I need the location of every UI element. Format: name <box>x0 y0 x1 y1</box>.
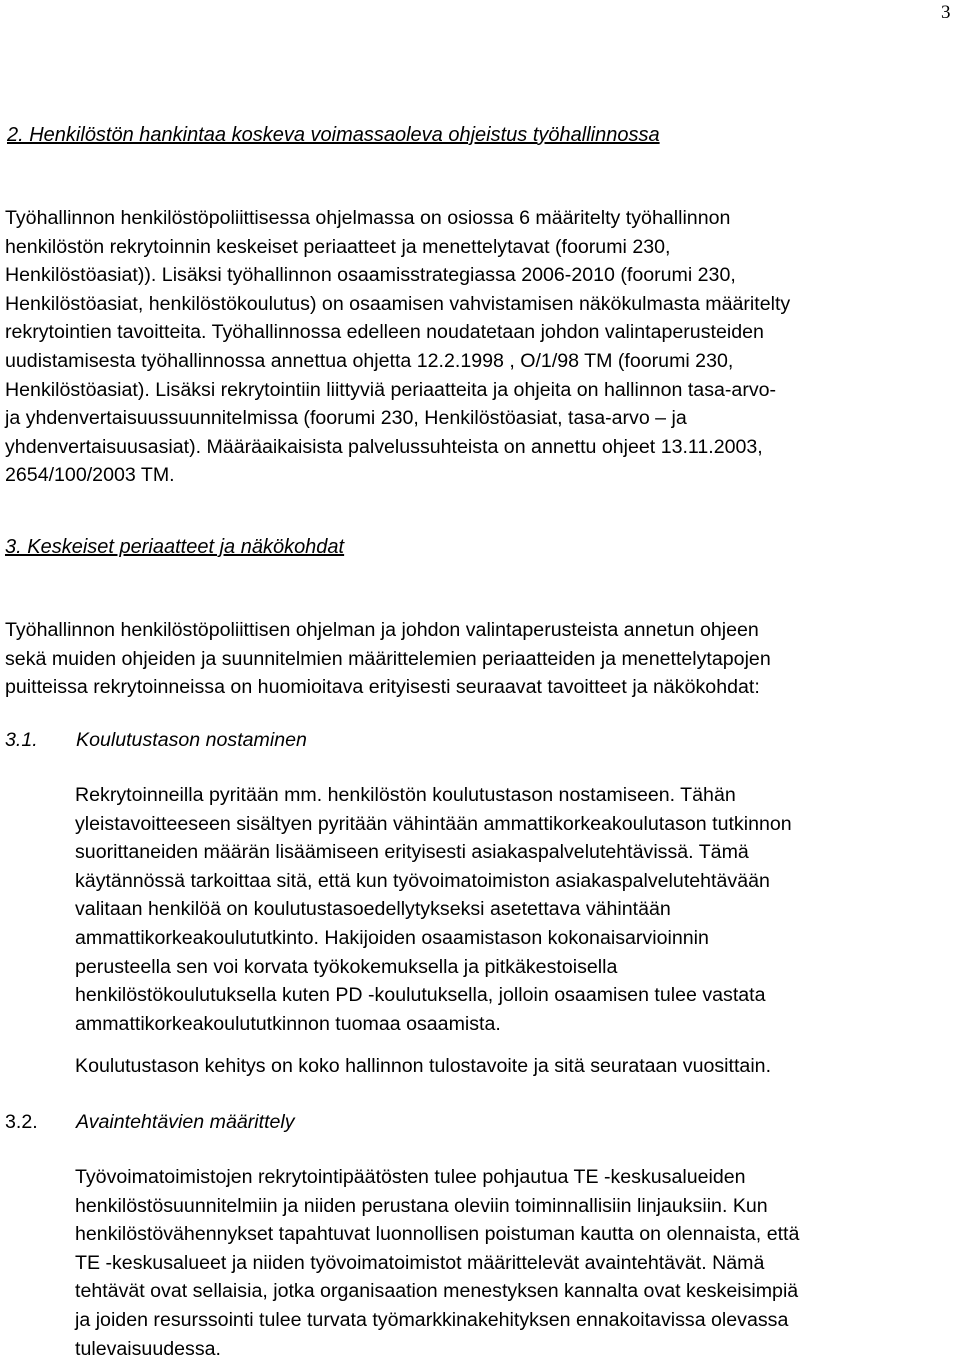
text-line: Työhallinnon henkilöstöpoliittisessa ohjelmassa on osiossa 6 määritelty työhallinnon <box>5 207 731 229</box>
text-line: Rekrytoinneilla pyritään mm. henkilöstön koulutustason nostamiseen. Tähän <box>75 784 736 806</box>
text-line: Henkilöstöasiat). Lisäksi rekrytointiin liittyviä periaatteita ja ohjeita on hallinnon tasa-arvo- <box>5 378 777 401</box>
subsection-3-1-title: Koulutustason nostaminen <box>76 729 307 751</box>
text-line: käytännössä tarkoittaa sitä, että kun työvoimatoimiston asiakaspalvelutehtävään <box>75 869 770 892</box>
subsection-3-1-paragraph-1 <box>75 781 957 1038</box>
text-line: suorittaneiden määrän lisäämiseen erityisesti asiakaspalvelutehtävissä. Tämä <box>75 841 749 864</box>
text-line: henkilöstösuunnitelmiin ja niiden perustana oleviin toiminnallisiin linjauksiin. Kun <box>75 1194 768 1217</box>
subsection-3-1-paragraph-2 <box>75 1052 957 1081</box>
text-line: tulevaisuudessa. <box>75 1337 221 1360</box>
subsection-3-1-number: 3.1. <box>5 729 38 751</box>
section-2-heading: 2. Henkilöstön hankintaa koskeva voimassaoleva ohjeistus työhallinnossa <box>7 124 660 146</box>
text-line: valitaan henkilöä on koulutustasoedellytykseksi asetettava vähintään <box>75 898 671 921</box>
page-number: 3 <box>941 2 951 23</box>
text-line: 2654/100/2003 TM. <box>5 464 175 487</box>
text-line: henkilöstön rekrytoinnin keskeiset periaatteet ja menettelytavat (foorumi 230, <box>5 235 671 258</box>
text-line: puitteissa rekrytoinneissa on huomioitava erityisesti seuraavat tavoitteet ja näkökohdat: <box>5 676 760 699</box>
text-line: ja yhdenvertaisuussuunnitelmissa (foorumi 230, Henkilöstöasiat, tasa-arvo – ja <box>5 407 687 430</box>
text-line: ammattikorkeakoulututkinto. Hakijoiden osaamistason kokonaisarvioinnin <box>75 926 709 949</box>
text-line: Henkilöstöasiat)). Lisäksi työhallinnon osaamisstrategiassa 2006-2010 (foorumi 230, <box>5 264 736 287</box>
text-line: perusteella sen voi korvata työkokemuksella ja pitkäkestoisella <box>75 955 618 978</box>
text-line: ammattikorkeakoulututkinnon tuomaa osaamista. <box>75 1012 501 1035</box>
text-line: yleistavoitteeseen sisältyen pyritään vähintään ammattikorkeakoulutason tutkinnon <box>75 812 792 835</box>
section-2-paragraph <box>5 204 957 490</box>
text-line: henkilöstövähennykset tapahtuvat luonnollisen poistuman kautta on olennaista, että <box>75 1223 800 1246</box>
subsection-3-2-paragraph <box>75 1163 957 1363</box>
text-line: henkilöstökoulutuksella kuten PD -koulutuksella, jolloin osaamisen tulee vastata <box>75 984 766 1007</box>
text-line: TE -keskusalueet ja niiden työvoimatoimistot määrittelevät avaintehtävät. Nämä <box>75 1251 765 1274</box>
text-line: sekä muiden ohjeiden ja suunnitelmien määrittelemien periaatteiden ja menettelytapojen <box>5 647 771 670</box>
text-line: yhdenvertaisuusasiat). Määräaikaisista palvelussuhteista on annettu ohjeet 13.11.2003, <box>5 435 763 458</box>
text-line: rekrytointien tavoitteita. Työhallinnossa edelleen noudatetaan johdon valintaperusteiden <box>5 321 764 344</box>
text-line: ja joiden resurssointi tulee turvata työmarkkinakehityksen ennakoitavissa olevassa <box>75 1308 789 1331</box>
text-line: Työvoimatoimistojen rekrytointipäätösten tulee pohjautua TE -keskusalueiden <box>75 1166 746 1188</box>
section-3-heading: 3. Keskeiset periaatteet ja näkökohdat <box>5 536 345 558</box>
text-line: tehtävät ovat sellaisia, jotka organisaation menestyksen kannalta ovat keskeisimpiä <box>75 1280 799 1303</box>
section-3-intro <box>5 616 957 702</box>
text-line: Työhallinnon henkilöstöpoliittisen ohjelman ja johdon valintaperusteista annetun ohjeen <box>5 619 759 641</box>
text-line: uudistamisesta työhallinnossa annettua ohjetta 12.2.1998 , O/1/98 TM (foorumi 230, <box>5 349 734 372</box>
text-line: Koulutustason kehitys on koko hallinnon tulostavoite ja sitä seurataan vuosittain. <box>75 1055 772 1077</box>
subsection-3-2-title: Avaintehtävien määrittely <box>76 1111 295 1133</box>
text-line: Henkilöstöasiat, henkilöstökoulutus) on osaamisen vahvistamisen näkökulmasta määritelty <box>5 292 791 315</box>
subsection-3-2-number: 3.2. <box>5 1111 38 1133</box>
